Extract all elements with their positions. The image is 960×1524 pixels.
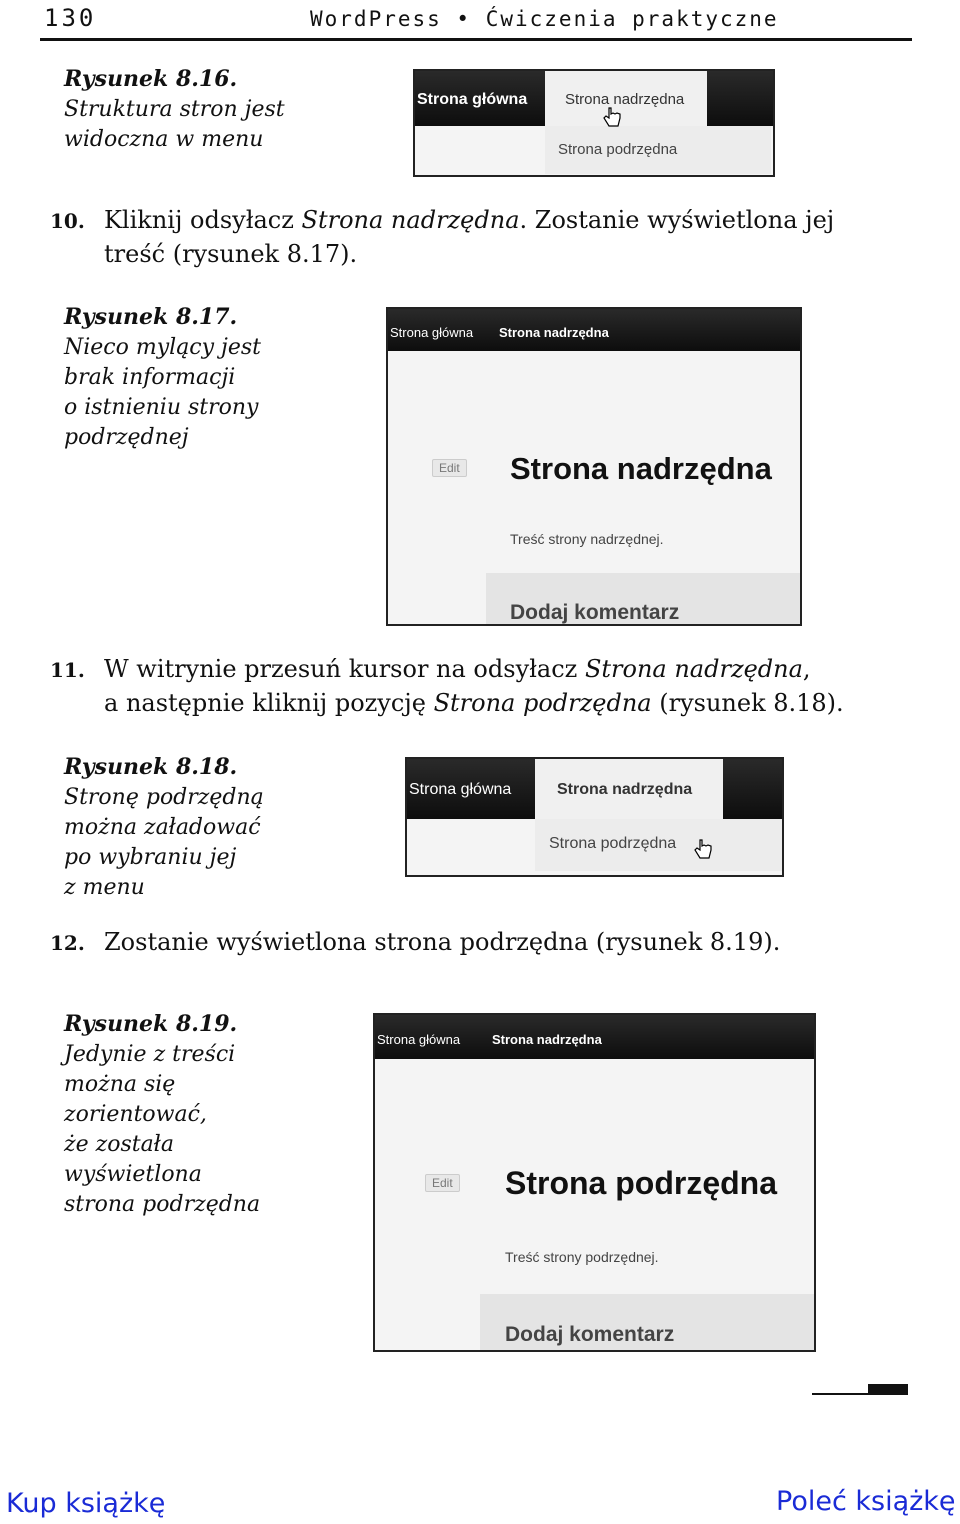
caption-line: Jedynie z treści — [64, 1042, 236, 1067]
caption-line: po wybraniu jej — [64, 845, 237, 870]
caption-line: brak informacji — [64, 365, 236, 390]
step-11 — [50, 652, 910, 724]
figure-8-19-screenshot — [373, 1013, 816, 1352]
figure-8-17-screenshot — [386, 307, 802, 626]
caption-line: widoczna w menu — [64, 127, 264, 152]
link-name: Strona podrzędna — [433, 689, 652, 717]
figure-label: Rysunek 8.16. — [64, 66, 238, 92]
caption-line: o istnieniu strony — [64, 395, 259, 420]
buy-book-link[interactable]: Kup książkę — [6, 1488, 166, 1519]
caption-line: można załadować — [64, 815, 261, 840]
caption-line: wyświetlona — [64, 1162, 202, 1187]
step-text: Kliknij odsyłacz — [104, 206, 302, 234]
caption-line: z menu — [64, 875, 145, 900]
hand-cursor-icon — [603, 107, 621, 129]
menu-item-home[interactable]: Strona główna — [409, 781, 512, 798]
submenu-child-label: Strona podrzędna — [558, 141, 678, 158]
figure-caption-8-18 — [64, 752, 364, 903]
step-number: 12. — [50, 931, 85, 955]
figure-caption-8-17 — [64, 302, 364, 453]
edit-button[interactable]: Edit — [432, 459, 467, 477]
menu-item-parent-hover[interactable] — [535, 759, 723, 819]
page-title: Strona podrzędna — [505, 1165, 778, 1201]
step-text: a następnie kliknij pozycję — [104, 689, 434, 717]
figure-label: Rysunek 8.19. — [64, 1011, 238, 1037]
header-rule — [40, 38, 912, 41]
caption-line: podrzędnej — [64, 425, 189, 450]
caption-line: strona podrzędna — [64, 1192, 261, 1217]
submenu-child[interactable] — [535, 819, 782, 871]
page-content: Treść strony podrzędnej. — [505, 1249, 659, 1265]
figure-caption-8-19 — [64, 1009, 364, 1220]
step-text: treść (rysunek 8.17). — [104, 240, 358, 268]
figure-label: Rysunek 8.18. — [64, 754, 238, 780]
step-text: , — [802, 655, 811, 683]
step-12 — [50, 925, 910, 961]
end-mark-block — [868, 1384, 908, 1395]
menu-item-parent[interactable]: Strona nadrzędna — [499, 325, 609, 340]
hand-cursor-icon — [694, 839, 712, 861]
end-mark-rule — [812, 1393, 872, 1395]
page-content: Treść strony nadrzędnej. — [510, 531, 664, 547]
figure-8-16-screenshot — [413, 69, 775, 177]
caption-line: że została — [64, 1132, 174, 1157]
link-name: Strona nadrzędna — [301, 206, 520, 234]
submenu-child[interactable] — [545, 126, 771, 174]
figure-label: Rysunek 8.17. — [64, 304, 238, 330]
comment-heading[interactable]: Dodaj komentarz — [510, 601, 680, 624]
figure-caption-8-16 — [64, 64, 364, 155]
edit-button[interactable]: Edit — [425, 1174, 460, 1192]
menu-item-parent-hover[interactable] — [545, 71, 707, 126]
figure-8-18-screenshot — [405, 757, 784, 877]
step-text: . Zostanie wyświetlona jej — [519, 206, 835, 234]
submenu-child-label: Strona podrzędna — [549, 835, 677, 852]
step-10 — [50, 203, 910, 273]
page-title: Strona nadrzędna — [510, 451, 772, 486]
step-number: 10. — [50, 209, 85, 233]
link-name: Strona nadrzędna — [584, 655, 803, 683]
menu-item-home[interactable]: Strona główna — [390, 325, 474, 340]
caption-line: zorientować, — [64, 1102, 207, 1127]
step-text: W witrynie przesuń kursor na odsyłacz — [104, 655, 585, 683]
menu-item-parent-label: Strona nadrzędna — [557, 781, 693, 798]
recommend-book-link[interactable]: Poleć książkę — [776, 1486, 956, 1517]
step-number: 11. — [50, 658, 85, 682]
page-number: 130 — [44, 4, 97, 32]
step-text: (rysunek 8.18). — [651, 689, 844, 717]
caption-line: Struktura stron jest — [64, 97, 285, 122]
book-title: WordPress • Ćwiczenia praktyczne — [310, 7, 779, 31]
step-text: Zostanie wyświetlona strona podrzędna (rysunek 8.19). — [104, 928, 781, 956]
menu-item-parent[interactable]: Strona nadrzędna — [492, 1032, 602, 1047]
caption-line: Nieco mylący jest — [64, 335, 262, 360]
caption-line: można się — [64, 1072, 176, 1097]
menu-item-home[interactable]: Strona główna — [417, 91, 528, 108]
comment-heading[interactable]: Dodaj komentarz — [505, 1323, 675, 1346]
menu-item-parent-label: Strona nadrzędna — [565, 91, 685, 108]
caption-line: Stronę podrzędną — [64, 785, 264, 810]
menu-item-home[interactable]: Strona główna — [377, 1032, 461, 1047]
